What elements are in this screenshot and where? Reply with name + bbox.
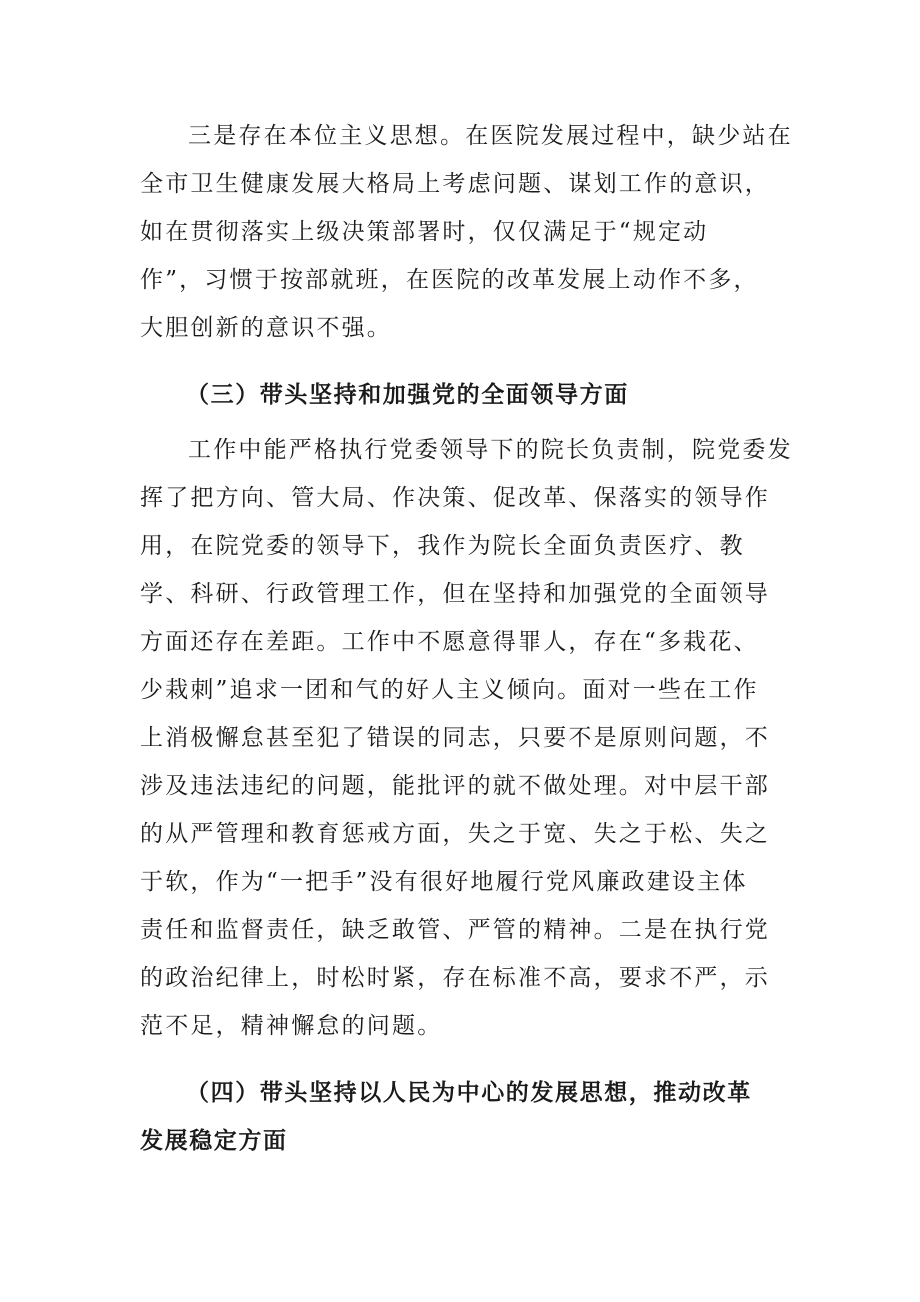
- paragraph-2-line: 的政治纪律上，时松时紧，存在标准不高，要求不严，示: [140, 965, 770, 991]
- paragraph-1-line: 作”，习惯于按部就班，在医院的改革发展上动作不多，: [140, 267, 759, 293]
- paragraph-2-line: 工作中能严格执行党委领导下的院长负责制，院党委发: [188, 437, 793, 463]
- paragraph-1-line: 如在贯彻落实上级决策部署时，仅仅满足于“规定动: [140, 219, 709, 245]
- paragraph-2-line: 方面还存在差距。工作中不愿意得罪人，存在“多栽花、: [140, 629, 759, 655]
- paragraph-2-line: 挥了把方向、管大局、作决策、促改革、保落实的领导作: [140, 485, 770, 511]
- paragraph-1-line: 大胆创新的意识不强。: [140, 315, 392, 341]
- paragraph-2-line: 于软，作为“一把手”没有很好地履行党风廉政建设主体: [140, 869, 748, 895]
- paragraph-2-line: 的从严管理和教育惩戒方面，失之于宽、失之于松、失之: [140, 821, 770, 847]
- paragraph-2-line: 少栽刺”追求一团和气的好人主义倾向。面对一些在工作: [140, 677, 759, 703]
- paragraph-2-line: 责任和监督责任，缺乏敢管、严管的精神。二是在执行党: [140, 917, 770, 943]
- paragraph-2-line: 学、科研、行政管理工作，但在坚持和加强党的全面领导: [140, 581, 770, 607]
- paragraph-1-line: 全市卫生健康发展大格局上考虑问题、谋划工作的意识，: [140, 171, 770, 197]
- paragraph-1-line: 三是存在本位主义思想。在医院发展过程中，缺少站在: [188, 123, 793, 149]
- section-heading-4: （四）带头坚持以人民为中心的发展思想，推动改革: [186, 1079, 752, 1106]
- paragraph-2-line: 范不足，精神懈怠的问题。: [140, 1013, 443, 1039]
- paragraph-2-line: 上消极懈怠甚至犯了错误的同志，只要不是原则问题，不: [140, 725, 770, 751]
- paragraph-2-line: 涉及违法违纪的问题，能批评的就不做处理。对中层干部: [140, 773, 770, 799]
- section-heading-3: （三）带头坚持和加强党的全面领导方面: [186, 381, 629, 408]
- section-heading-4-continued: 发展稳定方面: [140, 1127, 288, 1154]
- paragraph-2-line: 用，在院党委的领导下，我作为院长全面负责医疗、教: [140, 533, 745, 559]
